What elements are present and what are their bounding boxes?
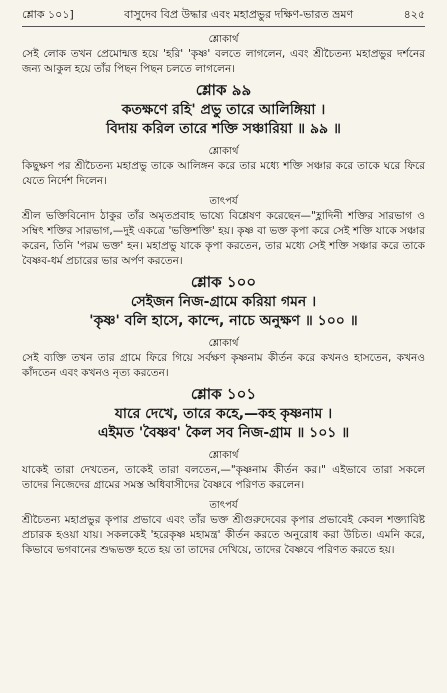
running-header <box>22 8 425 27</box>
purport-heading: তাৎপর্য <box>209 196 238 207</box>
verse-number: শ্লোক ১০১ <box>190 385 257 403</box>
verse-line: কতক্ষণে রহি' প্রভু তারে আলিঙ্গিয়া । <box>121 102 326 118</box>
translation-text: সেই ব্যক্তি তখন তার গ্রামে ফিরে গিয়ে সর্বক্ষণ কৃষ্ণনাম কীর্তন করে কখনও হাসতেন, কখনও কাঁদতেন এবং কখনও নৃত্য করতেন। <box>22 352 425 379</box>
purport-text: শ্রীল ভক্তিবিনোদ ঠাকুর তাঁর অমৃতপ্রবাহ ভাষ্যে বিশ্লেষণ করেছেন—"হ্লাদিনী শক্তির সারভাগ ও সম্বিৎ শক্তির সারভাগ,—দুই একত্রে 'ভক্তিশক্তি' হয়। কৃষ্ণ বা ভক্ত কৃপা করে সেই শক্তি যাকে সঞ্চার করেন, তিনি 'পরম ভক্ত' হন। মহাপ্রভু যাকে কৃপা করতেন, তার মধ্যে সেই শক্তি সঞ্চার করে তাকে বৈষ্ণব-ধর্ম প্রচারের ভার অর্পণ করতেন। <box>22 210 425 267</box>
translation-heading: শ্লোকার্থ <box>208 146 239 157</box>
translation-heading: শ্লোকার্থ <box>208 450 239 461</box>
translation-heading: শ্লোকার্থ <box>208 34 239 45</box>
verse-line: বিদায় করিল তারে শক্তি সঞ্চারিয়া ॥ ৯৯ ॥ <box>106 121 341 137</box>
verse-line: এইমত 'বৈষ্ণব' কৈল সব নিজ-গ্রাম ॥ ১০১ ॥ <box>97 425 350 441</box>
verse-line: 'কৃষ্ণ' বলি হাসে, কান্দে, নাচে অনুক্ষণ ॥ ১০০ ॥ <box>89 313 358 329</box>
header-verse-ref: শ্লোক ১০১] <box>22 8 74 21</box>
translation-heading: শ্লোকার্থ <box>208 338 239 349</box>
verse-line: সেইজন নিজ-গ্রামে করিয়া গমন । <box>130 294 317 310</box>
purport-heading: তাৎপর্য <box>209 500 238 511</box>
header-chapter-title: বাসুদেব বিপ্র উদ্ধার এবং মহাপ্রভুর দক্ষিণ-ভারত ভ্রমণ <box>124 8 354 21</box>
translation-text: সেই লোক তখন প্রেমোন্মত্ত হয়ে 'হরি' 'কৃষ্ণ' বলতে লাগলেন, এবং শ্রীচৈতন্য মহাপ্রভুর দর্শনের জন্য আকুল হয়ে তাঁর পিছন পিছন চলতে লাগলেন। <box>22 48 425 75</box>
translation-text: কিছুক্ষণ পর শ্রীচৈতন্য মহাপ্রভু তাকে আলিঙ্গন করে তার মধ্যে শক্তি সঞ্চার করে তাকে ঘরে ফিরে যেতে নির্দেশ দিলেন। <box>22 160 425 187</box>
translation-text: যাকেই তারা দেখতেন, তাকেই তারা বলতেন,—"কৃষ্ণনাম কীর্তন কর।" এইভাবে তারা সকলে তাদের নিজেদের গ্রামের সমস্ত অধিবাসীদের বৈষ্ণবে পরিণত করলেন। <box>22 464 425 491</box>
purport-text: শ্রীচৈতন্য মহাপ্রভুর কৃপার প্রভাবে এবং তাঁর ভক্ত শ্রীগুরুদেবের কৃপার প্রভাবেই কেবল শক্ত্যাবিষ্ট প্রচারক হওয়া যায়। সকলকেই 'হরেকৃষ্ণ মহামন্ত্র' কীর্তন করতে অনুরোধ করা উচিত। এমনি করে, কিভাবে ভগবানের শুদ্ধভক্ত হতে হয় তা তাদের দেখিয়ে, তাদের বৈষ্ণবে পরিণত করতে হয়। <box>22 514 425 556</box>
page-number: ৪২৫ <box>403 8 425 21</box>
verse-line: যারে দেখে, তারে কহে,—কহ কৃষ্ণনাম । <box>114 406 333 422</box>
verse-number: শ্লোক ৯৯ <box>195 81 252 99</box>
verse-number: শ্লোক ১০০ <box>190 273 257 291</box>
